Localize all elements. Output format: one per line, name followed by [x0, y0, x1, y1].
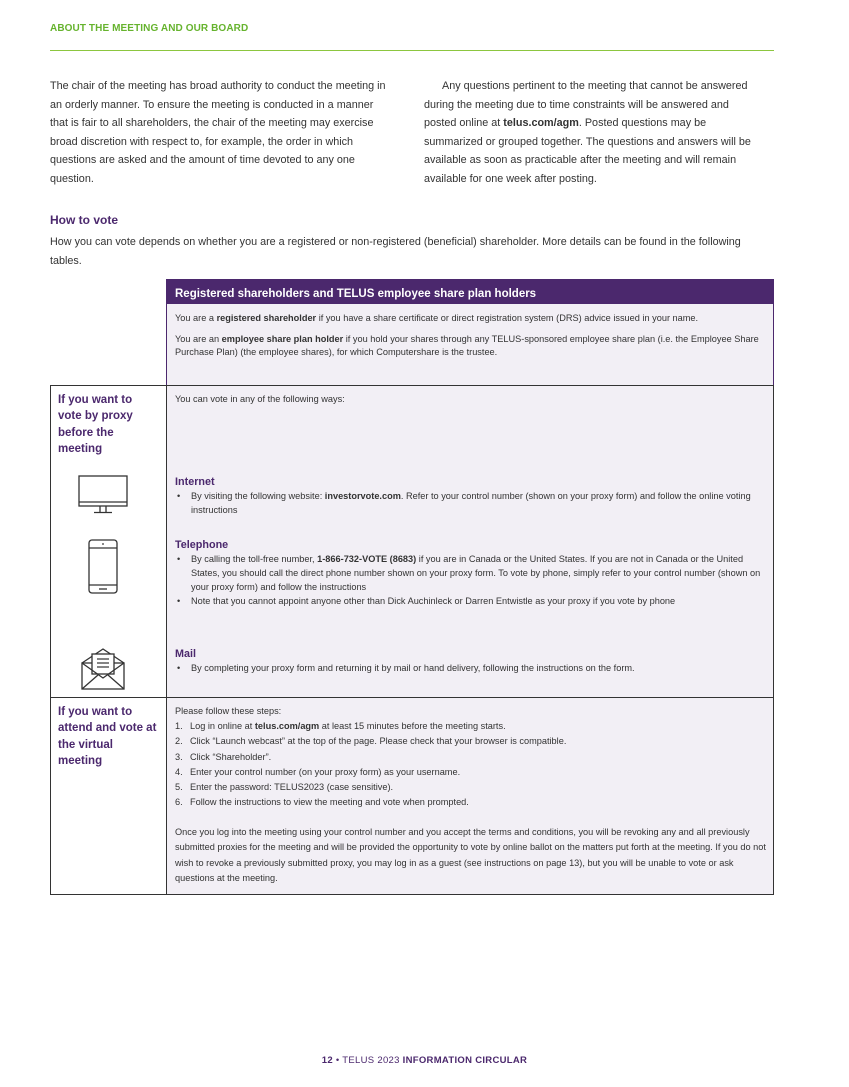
- table-header-body: [167, 304, 773, 360]
- proxy-label: If you want to vote by proxy before the meeting: [58, 394, 133, 456]
- virtual-label: If you want to attend and vote at the virtual meeting: [58, 706, 157, 768]
- step-6-text: Follow the instructions to view the meeting and vote when prompted.: [190, 797, 469, 808]
- agm-login-link[interactable]: telus.com/agm: [254, 721, 320, 731]
- telephone-bullet-1: [175, 552, 765, 594]
- chair-authority-paragraph: The chair of the meeting has broad authority to conduct the meeting in an orderly manner. To ensure the meeting is conducted in a manner that is fair to all shareholders, the chair of the meeting may exercise broad discretion with respect to, for example, the order in which questions are asked and the amount of time devoted to any one question.: [50, 80, 386, 185]
- step-5: [175, 780, 765, 795]
- internet-suffix: . Refer to your control number (shown on your proxy form) and follow the online voting instructions: [191, 491, 751, 515]
- proxy-content-cell: [167, 386, 773, 697]
- mail-bullet: • By completing your proxy form and returning it by mail or hand delivery, following the instructions on the form.: [175, 661, 765, 675]
- employee-plan-definition: [175, 333, 765, 360]
- intro-left-column: [50, 77, 390, 189]
- step-4-number: 4.: [175, 766, 183, 777]
- virtual-intro: Please follow these steps:: [175, 706, 282, 716]
- questions-text-1: Any questions pertinent to the meeting that cannot be answered during the meeting due to time constraints will be answered and posted online at: [424, 80, 748, 130]
- step-3-number: 3.: [175, 751, 183, 762]
- telephone-prefix: By calling the toll-free number,: [191, 554, 318, 564]
- how-to-vote-intro: How you can vote depends on whether you are a registered or non-registered (beneficial) shareholder. More details can be found in the following tables.: [50, 236, 741, 267]
- internet-list: [175, 489, 765, 517]
- step-2-text: Click “Launch webcast” at the top of the page. Please check that your browser is compatible.: [190, 736, 567, 747]
- emp-suffix: if you hold your shares through any TELUS-sponsored employee share plan (i.e. the Employee Share Purchase Plan) (the employee shares), for which Computershare is the trustee.: [175, 333, 759, 357]
- mail-section: [175, 647, 765, 675]
- questions-paragraph: [424, 77, 756, 189]
- telephone-title: Telephone: [175, 539, 229, 551]
- step-2-number: 2.: [175, 736, 183, 747]
- internet-bullet: [175, 489, 765, 517]
- internet-title: Internet: [175, 476, 215, 488]
- virtual-content-cell: [167, 698, 773, 894]
- table-row-virtual: [50, 697, 774, 895]
- mail-list: [175, 661, 765, 675]
- step-1: [175, 719, 765, 734]
- questions-text-2: . Posted questions may be summarized or grouped together. The questions and answers will be available as soon as practicable after the meeting and will remain available for one week after posting.: [424, 117, 751, 185]
- step-1-number: 1.: [175, 721, 183, 731]
- computer-monitor-icon: [78, 475, 128, 515]
- reg-prefix: You are a: [175, 313, 217, 323]
- step-4-text: Enter your control number (on your proxy form) as your username.: [190, 766, 461, 777]
- internet-prefix: By visiting the following website:: [191, 491, 325, 501]
- telephone-section: [175, 538, 765, 608]
- mail-title: Mail: [175, 648, 196, 660]
- page-footer: [0, 1055, 849, 1066]
- page-number: 12: [321, 1055, 333, 1066]
- emp-bold: employee share plan holder: [221, 333, 344, 344]
- proxy-label-cell: [51, 386, 167, 697]
- telephone-list: [175, 552, 765, 608]
- step-2: [175, 734, 765, 749]
- step-3-text: Click “Shareholder”.: [190, 751, 272, 762]
- step-1-prefix: Log in online at: [190, 721, 255, 731]
- reg-bold: registered shareholder: [216, 313, 317, 323]
- virtual-note: Once you log into the meeting using your control number and you accept the terms and conditions, you will be revoking any and all previously submitted proxies for the meeting and will be provided the opportunity to vote by online ballot on the matters put forth at the meeting. If you do not wish to revoke a previously submitted proxy, you may log in as a guest (see instructions on page 13), but you will be unable to vote or ask questions at the meeting.: [175, 827, 766, 883]
- footer-doc-title: INFORMATION CIRCULAR: [402, 1055, 528, 1066]
- step-1-suffix: at least 15 minutes before the meeting starts.: [319, 721, 506, 731]
- table-row-proxy: [50, 385, 774, 698]
- emp-prefix: You are an: [175, 333, 222, 344]
- table-header-cell: [166, 279, 774, 386]
- virtual-steps-list: [175, 719, 765, 811]
- step-5-number: 5.: [175, 782, 183, 793]
- step-6-number: 6.: [175, 797, 183, 808]
- mobile-phone-icon: [88, 539, 118, 594]
- proxy-intro: You can vote in any of the following ways:: [175, 394, 345, 404]
- telephone-suffix: if you are in Canada or the United States. If you are not in Canada or the United States, you should call the direct phone number shown on your proxy form. To vote by phone, simply refer to your control number (shown on your proxy form) and follow the instructions: [191, 554, 761, 592]
- telephone-number: 1-866-732-VOTE (8683): [317, 554, 417, 564]
- investorvote-link[interactable]: investorvote.com: [324, 491, 401, 501]
- footer-doc-year: TELUS 2023: [342, 1055, 403, 1066]
- reg-suffix: if you have a share certificate or direct registration system (DRS) advice issued in your name.: [316, 313, 699, 323]
- internet-section: [175, 475, 765, 517]
- step-5-text: Enter the password: TELUS2023 (case sensitive).: [190, 782, 394, 793]
- table-header-title: Registered shareholders and TELUS employee share plan holders: [167, 280, 773, 304]
- footer-separator: •: [332, 1055, 343, 1066]
- intro-right-column: [424, 77, 756, 189]
- section-header: ABOUT THE MEETING AND OUR BOARD: [50, 23, 249, 34]
- envelope-icon: [80, 646, 126, 691]
- step-3: [175, 750, 765, 765]
- step-4: [175, 765, 765, 780]
- header-divider: [50, 50, 774, 51]
- registered-shareholder-definition: [175, 312, 765, 326]
- how-to-vote-title: How to vote: [50, 213, 118, 227]
- telephone-bullet-2: • Note that you cannot appoint anyone other than Dick Auchinleck or Darren Entwistle as your proxy if you vote by phone: [175, 594, 765, 608]
- virtual-label-cell: [51, 698, 167, 894]
- agm-link[interactable]: telus.com/agm: [503, 117, 579, 130]
- step-6: [175, 795, 765, 810]
